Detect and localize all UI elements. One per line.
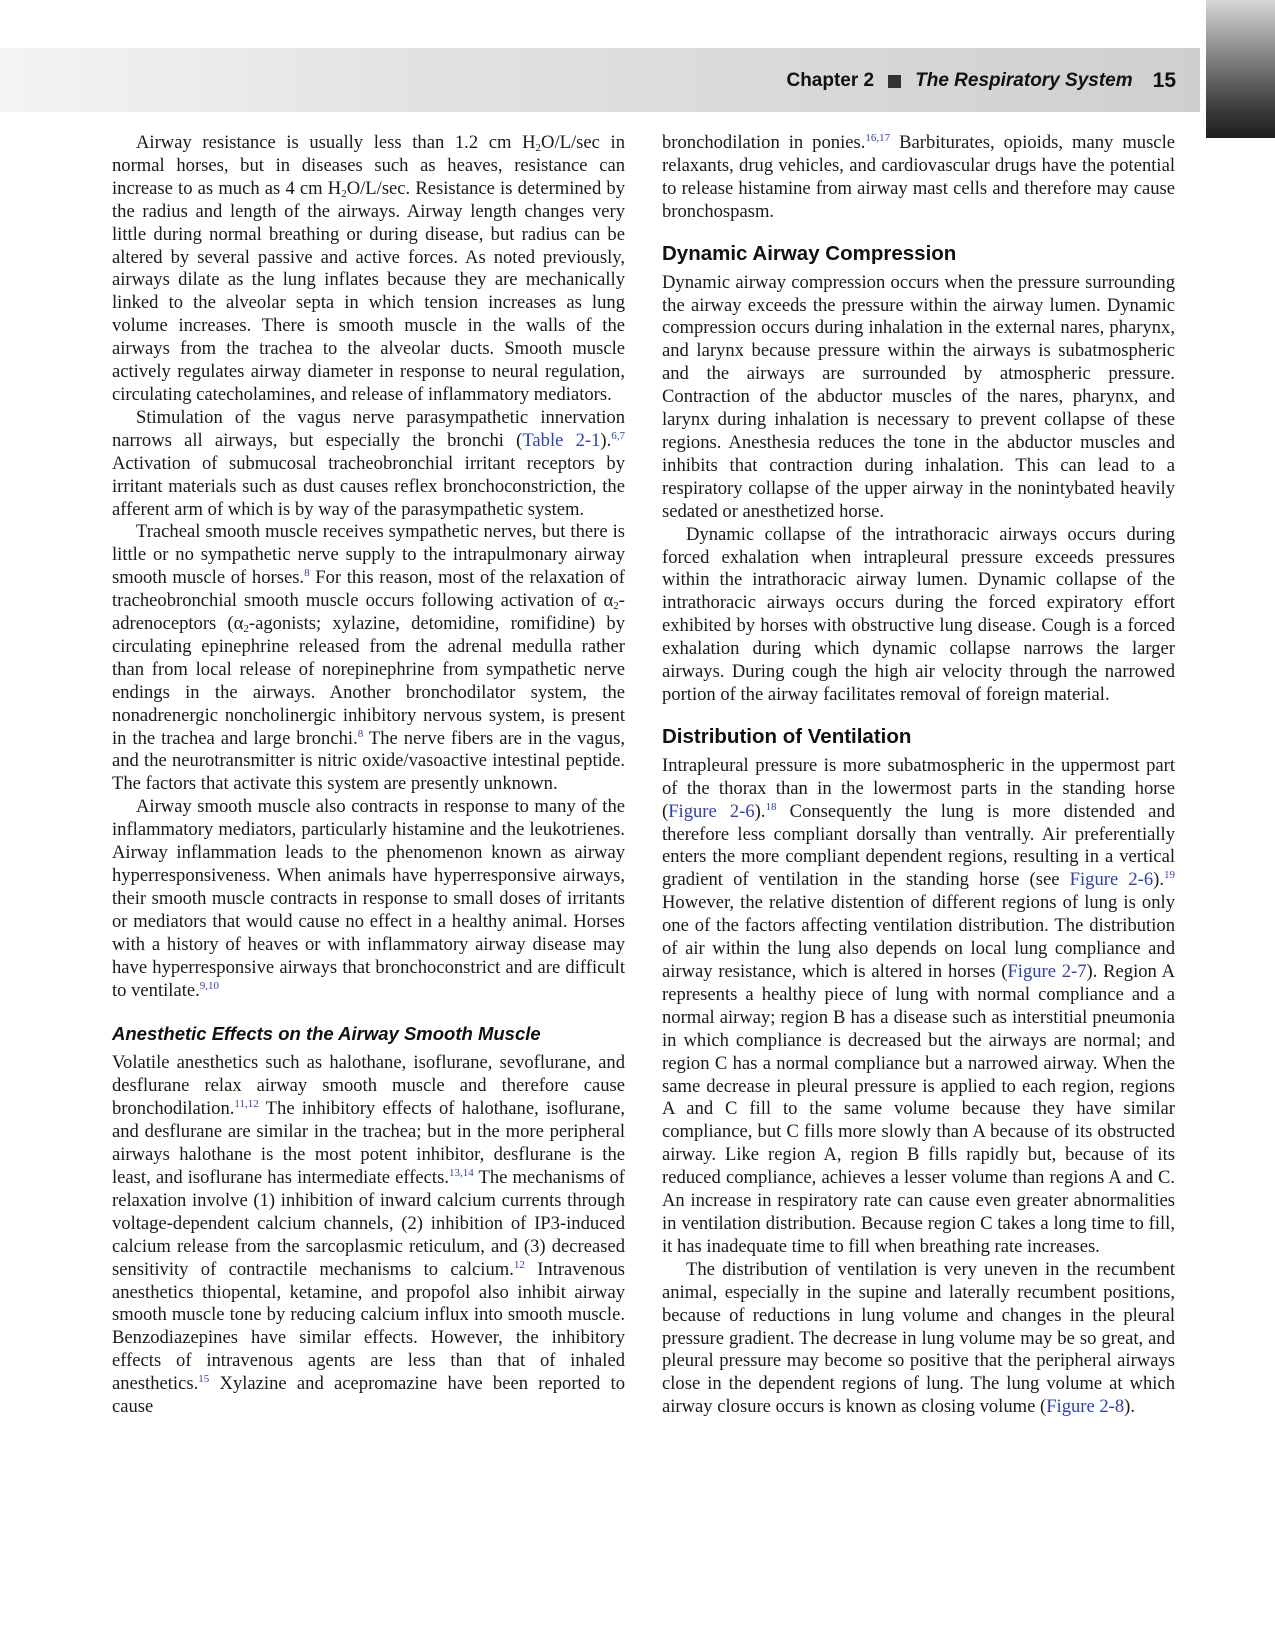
- citation-link[interactable]: 8: [357, 727, 364, 740]
- paragraph: Airway smooth muscle also contracts in response to many of the inflammatory mediators, particularly histamine and the leukotrienes. Airway inflammation leads to the phenomenon known as airway hyperresponsiveness. When animals have hyperresponsive airways, their smooth muscle contracts in response to small doses of irritants or mediators that would cause no effect in a healthy animal. Horses with a history of heaves or with inflammatory airway disease may have hyperresponsive airways that bronchoconstrict and are difficult to ventilate.$^{9,10}$: [112, 796, 625, 1001]
- figure-link[interactable]: Figure 2-7: [1007, 961, 1087, 982]
- running-head: [786, 66, 1176, 96]
- figure-link[interactable]: Figure 2-8: [1046, 1396, 1125, 1418]
- paragraph: Tracheal smooth muscle receives sympathetic nerves, but there is little or no sympathetic nerve supply to the intrapulmonary airway smooth muscle of horses.$^8$ For this reason, most of the relaxation of tracheobronchial smooth muscle occurs following activation of $\alpha_2$-adrenoceptors ($\alpha_2$-agonists; xylazine, detomidine, romifidine) by circulating epinephrine released from the adrenal medulla rather than from local release of norepinephrine from sympathetic nerve endings in the airways. Another bronchodilator system, the nonadrenergic noncholinergic inhibitory nervous system, is present in the trachea and large bronchi.$^8$ The nerve fibers are in the vagus, and the neurotransmitter is nitric oxide/vasoactive intestinal peptide. The factors that activate this system are presently unknown.: [112, 521, 625, 795]
- citation-link[interactable]: 9,10: [199, 979, 220, 992]
- citation-link[interactable]: 8: [304, 567, 310, 580]
- page-edge-tab: [1206, 0, 1275, 138]
- right-column: [662, 132, 1175, 1419]
- citation-link[interactable]: 19: [1164, 869, 1175, 882]
- citation-link[interactable]: 11,12: [234, 1098, 259, 1111]
- section-heading: Dynamic Airway Compression: [662, 241, 957, 265]
- citation-link[interactable]: 18: [765, 800, 777, 813]
- paragraph: Stimulation of the vagus nerve parasympathetic innervation narrows all airways, but especially the bronchi (Table 2-1).$^{6,7}$ Activation of submucosal tracheobronchial irritant receptors by irritant materials such as dust causes reflex bronchoconstriction, the afferent arm of which is by way of the parasympathetic system.: [112, 406, 625, 520]
- citation-link[interactable]: 13,14: [448, 1166, 474, 1179]
- paragraph: The distribution of ventilation is very uneven in the recumbent animal, especially in the supine and laterally recumbent positions, because of reductions in lung volume and changes in the pleural pressure gradient. The decrease in lung volume may be so great, and pleural pressure may become so positive that the peripheral airways close in the dependent regions of lung. The lung volume at which airway closure occurs is known as closing volume (Figure 2-8).: [662, 1258, 1175, 1418]
- section-heading: Anesthetic Effects on the Airway Smooth Muscle: [112, 1023, 541, 1045]
- paragraph: Dynamic collapse of the intrathoracic airways occurs during forced exhalation when intrapleural pressure exceeds pressures within the intrathoracic airway lumen. Dynamic collapse of the intrathoracic airways occurs during the forced expiratory effort exhibited by horses with obstructive lung disease. Cough is a forced exhalation during which dynamic collapse narrows the larger airways. During cough the high air velocity through the narrowed portion of the airway facilitates removal of foreign material.: [662, 523, 1175, 705]
- chapter-title: The Respiratory System: [915, 70, 1133, 91]
- chapter-label: Chapter 2: [786, 70, 875, 91]
- page-number: 15: [1152, 69, 1176, 92]
- figure-link[interactable]: Figure 2-6: [1069, 869, 1154, 891]
- paragraph: Dynamic airway compression occurs when the pressure surrounding the airway exceeds the pressure within the airway lumen. Dynamic compression occurs during inhalation in the external nares, pharynx, and larynx because pressure within the airways is subatmospheric and the airways are surrounded by atmospheric pressure. Contraction of the abductor muscles of the nares, pharynx, and larynx during inhalation is necessary to prevent collapse of these regions. Anesthesia reduces the tone in the abductor muscles and inhibits that contraction during inhalation. This can lead to a respiratory collapse of the upper airway in the nonintybated heavily sedated or anesthetized horse.: [662, 271, 1175, 522]
- figure-link[interactable]: Figure 2-6: [668, 800, 755, 822]
- citation-link[interactable]: 6,7: [611, 429, 625, 442]
- left-column: [112, 132, 625, 1419]
- citation-link[interactable]: 16,17: [865, 132, 891, 144]
- table-link[interactable]: Table 2-1: [522, 429, 601, 451]
- paragraph: Intrapleural pressure is more subatmospheric in the uppermost part of the thorax than in the lowermost parts in the standing horse (Figure 2-6).$^{18}$ Consequently the lung is more distended and therefore less compliant dorsally than ventrally. Air preferentially enters the more compliant dependent regions, resulting in a vertical gradient of ventilation in the standing horse (see Figure 2-6).$^{19}$ However, the relative distention of different regions of lung is only one of the factors affecting ventilation distribution. The distribution of air within the lung also depends on local lung compliance and airway resistance, which is altered in horses (Figure 2-7). Region A represents a healthy piece of lung with normal compliance and a normal airway; region B has a disease such as interstitial pneumonia in which compliance is decreased but the airways are normal; and region C has a normal compliance but a narrowed airway. When the same decrease in pleural pressure is applied to each region, regions A and C fill to the same volume because they have similar compliance, but C fills more slowly than A because of its obstructed airway. Like region A, region B fills rapidly but, because of its reduced compliance, achieves a lesser volume than regions A and C. An increase in respiratory rate can cause even greater abnormalities in ventilation distribution. Because region C takes a long time to fill, it has inadequate time to fill when breathing rate increases.: [662, 754, 1175, 1257]
- citation-link[interactable]: 15: [198, 1373, 210, 1386]
- paragraph: Airway resistance is usually less than 1.2 cm $H_2O/L/\sec$ in normal horses, but in diseases such as heaves, resistance can increase to as much as 4 cm $H_2O/L/\sec$. Resistance is determined by the radius and length of the airways. Airway length changes very little during normal breathing or during disease, but radius can be altered by several passive and active forces. As noted previously, airways dilate as the lung inflates because they are mechanically linked to the alveolar septa in which tension increases as lung volume increases. There is smooth muscle in the walls of the airways from the trachea to the alveolar ducts. Smooth muscle actively regulates airway diameter in response to neural regulation, circulating catecholamines, and release of inflammatory mediators.: [112, 132, 625, 405]
- paragraph: bronchodilation in ponies.$^{16,17}$ Barbiturates, opioids, many muscle relaxants, drug vehicles, and cardiovascular drugs have the potential to release histamine from airway mast cells and therefore may cause bronchospasm.: [662, 132, 1175, 222]
- paragraph: Volatile anesthetics such as halothane, isoflurane, sevoflurane, and desflurane relax airway smooth muscle and therefore cause bronchodilation.$^{11,12}$ The inhibitory effects of halothane, isoflurane, and desflurane are similar in the trachea; but in the more peripheral airways halothane is the most potent inhibitor, desflurane is the least, and isoflurane has intermediate effects.$^{13,14}$ The mechanisms of relaxation involve (1) inhibition of inward calcium currents through voltage-dependent calcium channels, (2) inhibition of IP3-induced calcium release from the sarcoplasmic reticulum, and (3) decreased sensitivity of contractile mechanisms to calcium.$^{12}$ Intravenous anesthetics thiopental, ketamine, and propofol also inhibit airway smooth muscle tone by reducing calcium influx into smooth muscle. Benzodiazepines have similar effects. However, the inhibitory effects of intravenous agents are less than that of inhaled anesthetics.$^{15}$ Xylazine and acepromazine have been reported to cause: [112, 1052, 626, 1418]
- citation-link[interactable]: 12: [513, 1258, 525, 1271]
- section-heading: Distribution of Ventilation: [662, 724, 912, 748]
- square-bullet-icon: [888, 75, 901, 88]
